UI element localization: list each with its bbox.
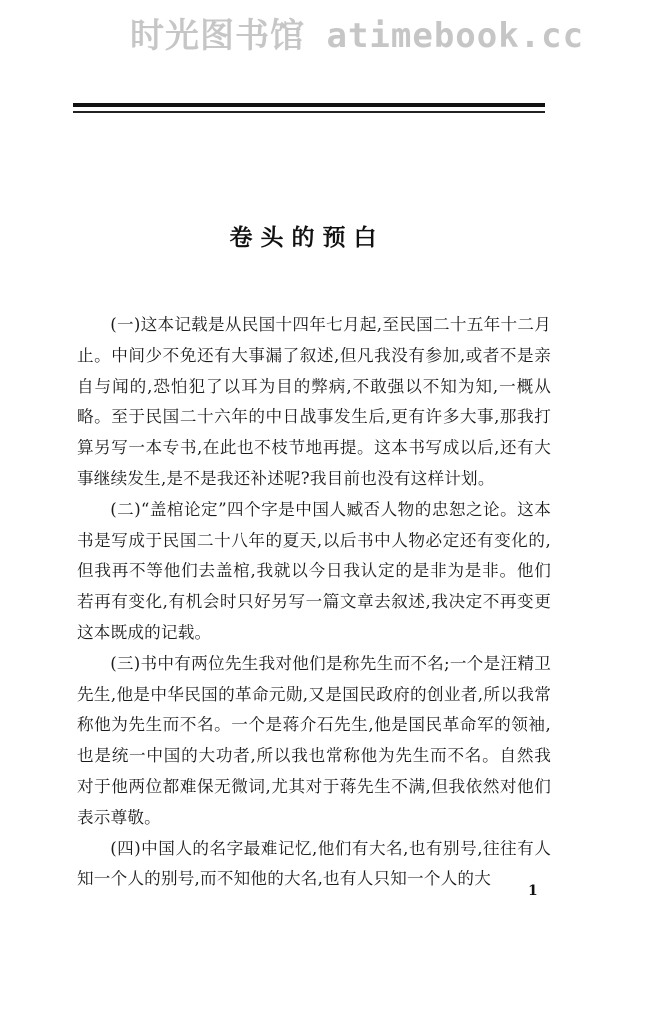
body-text [77, 310, 551, 895]
paragraph-1: (一)这本记载是从民国十四年七月起,至民国二十五年十二月止。中间少不免还有大事漏了叙述,但凡我没有参加,或者不是亲自与闻的,恐怕犯了以耳为目的弊病,不敢强以不知为知,一概从略。至于民国二十六年的中日战事发生后,更有许多大事,那我打算另写一本专书,在此也不枝节地再提。这本书写成以后,还有大事继续发生,是不是我还补述呢?我目前也没有这样计划。 [77, 315, 551, 488]
chapter-title: 卷头的预白 [229, 224, 385, 252]
paragraph-4: (四)中国人的名字最难记忆,他们有大名,也有别号,往往有人知一个人的别号,而不知他的大名,也有人只知一个人的大 [77, 838, 551, 889]
header-rule-thick [73, 103, 545, 107]
paragraph-3: (三)书中有两位先生我对他们是称先生而不名;一个是汪精卫先生,他是中华民国的革命元勋,又是国民政府的创业者,所以我常称他为先生而不名。一个是蒋介石先生,他是国民革命军的领袖,也是统一中国的大功者,所以我也常称他为先生而不名。自然我对于他两位都难保无微词,尤其对于蒋先生不满,但我依然对他们表示尊敬。 [77, 653, 551, 827]
page-number: 1 [528, 883, 538, 899]
paragraph-2: (二)“盖棺论定”四个字是中国人臧否人物的忠恕之论。这本书是写成于民国二十八年的夏天,以后书中人物必定还有变化的,但我再不等他们去盖棺,我就以今日我认定的是非为是非。他们若再有变化,有机会时只好另写一篇文章去叙述,我决定不再变更这本既成的记载。 [77, 499, 551, 642]
header-rule-thin [73, 111, 545, 113]
watermark-text: 时光图书馆 atimebook.cc [130, 16, 585, 56]
